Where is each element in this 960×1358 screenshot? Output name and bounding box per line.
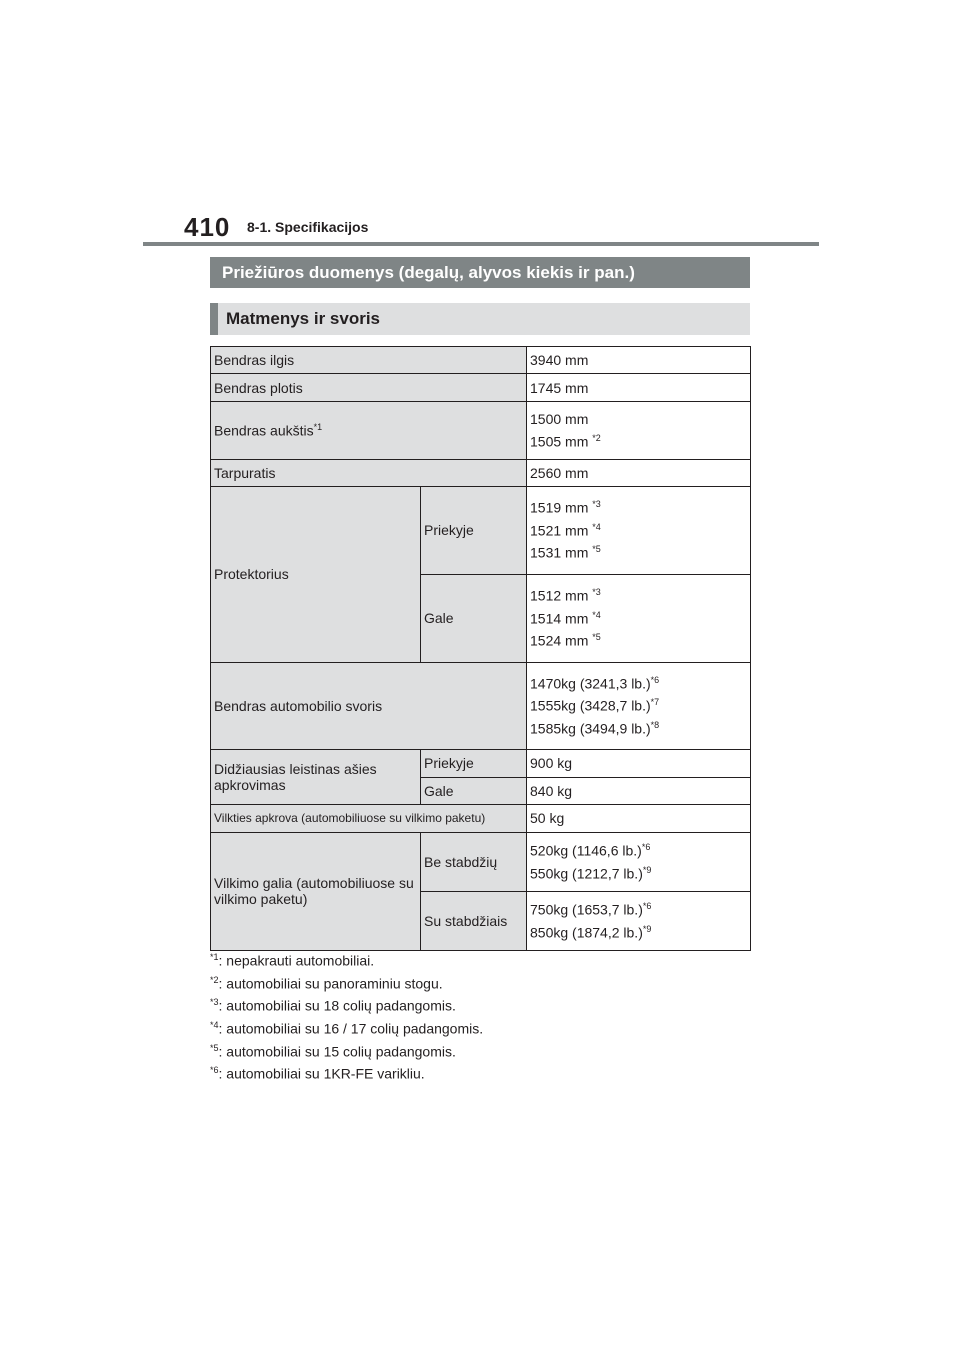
footnote <box>210 952 483 969</box>
footnote-text: : automobiliai su 15 colių padangomis. <box>218 1043 456 1060</box>
footnotes <box>210 952 483 1088</box>
footnote-text: : automobiliai su 1KR-FE varikliu. <box>218 1065 425 1082</box>
footnote-mark: *1 <box>313 422 323 432</box>
dimensions-weights-table <box>210 346 751 951</box>
row-label: Vilkties apkrova (automobiliuose su vilkimo paketu) <box>211 804 527 832</box>
sub-label: Be stabdžių <box>421 832 527 891</box>
row-label: Bendras automobilio svoris <box>211 662 527 749</box>
value-line <box>530 901 747 918</box>
table-row <box>211 804 751 832</box>
value-text: 1585kg (3494,9 lb.) <box>530 720 651 737</box>
sub-label: Gale <box>421 574 527 662</box>
table-row <box>211 347 751 374</box>
row-value: 50 kg <box>527 804 751 832</box>
value-line <box>530 544 747 561</box>
row-label: Bendras plotis <box>211 374 527 402</box>
table-row <box>211 832 751 891</box>
value-text: 1519 mm <box>530 499 593 516</box>
value-line <box>530 842 747 859</box>
value-line <box>530 522 747 539</box>
value-line <box>530 411 747 427</box>
table-row <box>211 749 751 777</box>
value-text: 520kg (1146,6 lb.) <box>530 842 642 859</box>
row-value <box>527 891 751 950</box>
subsection-heading: Matmenys ir svoris <box>210 303 750 335</box>
footnote-mark: *1 <box>210 952 219 962</box>
value-text: 750kg (1653,7 lb.) <box>530 901 643 918</box>
table-row <box>211 402 751 460</box>
footnote-text: : automobiliai su panoraminiu stogu. <box>218 975 443 992</box>
sub-label: Priekyje <box>421 749 527 777</box>
value-line <box>530 499 747 516</box>
table-row <box>211 374 751 402</box>
footnote-mark: *3 <box>210 997 219 1008</box>
row-value <box>527 832 751 891</box>
footnote-mark: *6 <box>650 674 660 685</box>
row-label: Bendras ilgis <box>211 347 527 374</box>
value-line <box>530 697 747 714</box>
value-text: 550kg (1212,7 lb.) <box>530 865 643 882</box>
value-text: 850kg (1874,2 lb.) <box>530 924 643 941</box>
footnote-mark: *4 <box>592 521 601 532</box>
value-line <box>530 632 747 649</box>
footnote <box>210 1065 483 1082</box>
label-text: Bendras aukštis <box>214 422 314 439</box>
footnote-mark: *9 <box>642 864 652 875</box>
footnote-mark: *9 <box>642 923 652 934</box>
value-text: 1512 mm <box>530 587 593 604</box>
table-row <box>211 459 751 486</box>
sub-label: Su stabdžiais <box>421 891 527 950</box>
footnote-mark: *3 <box>592 499 601 510</box>
value-text: 1500 mm <box>530 411 589 427</box>
row-value: 1745 mm <box>527 374 751 402</box>
footnote-mark: *6 <box>641 842 651 852</box>
value-text: 1555kg (3428,7 lb.) <box>530 697 651 714</box>
value-line <box>530 587 747 604</box>
page-number: 410 <box>184 212 231 242</box>
row-value <box>527 662 751 749</box>
footnote-mark: *4 <box>592 609 601 620</box>
footnote-mark: *8 <box>650 719 660 730</box>
section-banner: Priežiūros duomenys (degalų, alyvos kiekis ir pan.) <box>210 257 750 288</box>
row-value: 3940 mm <box>527 347 751 374</box>
row-label: Tarpuratis <box>211 459 527 486</box>
value-text: 1531 mm <box>530 545 593 562</box>
row-value: 2560 mm <box>527 459 751 486</box>
value-text: 1470kg (3241,3 lb.) <box>530 675 651 692</box>
row-label: Protektorius <box>211 486 421 662</box>
value-text: 1524 mm <box>530 633 593 650</box>
footnote-text: : nepakrauti automobiliai. <box>218 952 375 969</box>
header-divider <box>143 242 819 246</box>
value-line <box>530 865 747 882</box>
footnote-mark: *2 <box>210 974 219 985</box>
footnote <box>210 997 483 1014</box>
footnote <box>210 1043 483 1060</box>
chapter-title: 8-1. Specifikacijos <box>247 219 369 235</box>
value-line <box>530 675 747 692</box>
footnote-text: : automobiliai su 18 colių padangomis. <box>218 997 456 1014</box>
value-text: 1505 mm <box>530 433 593 450</box>
table-row <box>211 486 751 574</box>
value-line <box>530 433 747 450</box>
sub-label: Gale <box>421 777 527 804</box>
footnote-mark: *6 <box>210 1065 219 1076</box>
row-value <box>527 402 751 460</box>
row-value <box>527 486 751 574</box>
footnote-mark: *5 <box>592 632 601 643</box>
footnote-mark: *5 <box>592 544 601 555</box>
value-text: 1514 mm <box>530 610 593 627</box>
sub-label: Priekyje <box>421 486 527 574</box>
footnote-mark: *3 <box>592 587 601 598</box>
footnote-mark: *5 <box>210 1042 219 1053</box>
row-label <box>211 402 527 460</box>
value-line <box>530 924 747 941</box>
row-value: 840 kg <box>527 777 751 804</box>
value-text: 1521 mm <box>530 522 593 539</box>
row-value <box>527 574 751 662</box>
table-row <box>211 662 751 749</box>
footnote-mark: *6 <box>642 901 652 911</box>
footnote <box>210 1020 483 1037</box>
footnote-text: : automobiliai su 16 / 17 colių padangomis. <box>218 1020 484 1037</box>
value-line <box>530 610 747 627</box>
row-label: Vilkimo galia (automobiliuose su vilkimo paketu) <box>211 832 421 950</box>
row-value: 900 kg <box>527 749 751 777</box>
footnote-mark: *4 <box>210 1019 219 1030</box>
row-label: Didžiausias leistinas ašies apkrovimas <box>211 749 421 804</box>
value-line <box>530 720 747 737</box>
footnote-mark: *7 <box>650 697 660 708</box>
footnote <box>210 975 483 992</box>
footnote-mark: *2 <box>592 433 601 443</box>
